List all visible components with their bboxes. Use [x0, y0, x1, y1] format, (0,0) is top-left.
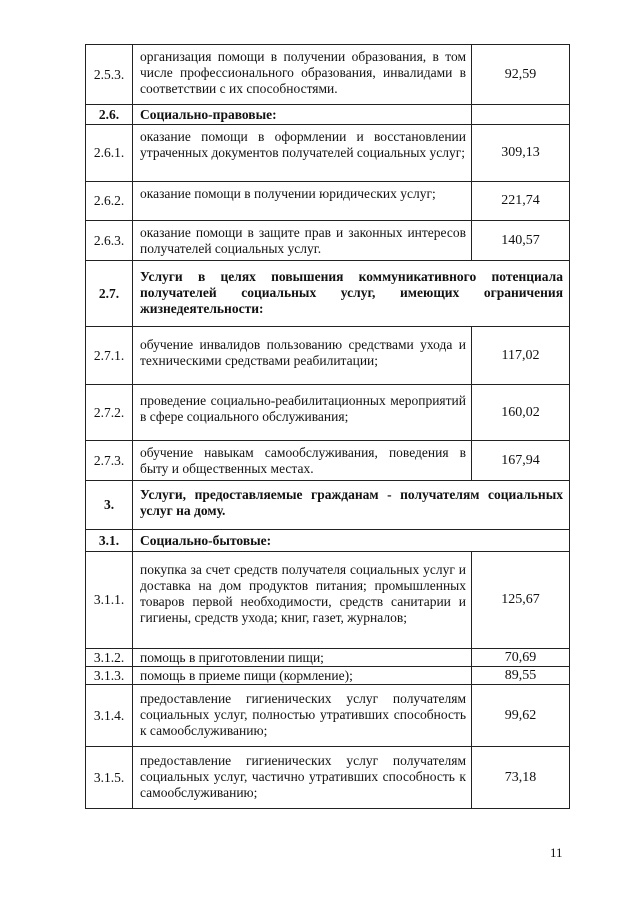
section-row	[86, 530, 570, 552]
table-row	[86, 125, 570, 182]
item-description: обучение навыкам самообслуживания, поведения в быту и общественных местах.	[133, 441, 472, 480]
table-row	[86, 441, 570, 481]
item-description: помощь в приеме пищи (кормление);	[133, 667, 472, 684]
item-description: организация помощи в получении образования, в том числе профессионального образования, инвалидами в соответствии с их способностями.	[133, 45, 472, 104]
item-price: 167,94	[472, 441, 570, 480]
table-row	[86, 45, 570, 105]
item-price: 89,55	[472, 667, 570, 684]
item-number: 3.1.2.	[86, 649, 133, 666]
item-price: 70,69	[472, 649, 570, 666]
item-price: 221,74	[472, 182, 570, 220]
table-row	[86, 385, 570, 441]
item-description: оказание помощи в получении юридических услуг;	[133, 182, 472, 220]
item-number: 3.1.3.	[86, 667, 133, 684]
item-number: 2.7.3.	[86, 441, 133, 480]
item-price: 117,02	[472, 327, 570, 384]
section-title: Социально-правовые:	[133, 105, 472, 124]
section-title: Услуги, предоставляемые гражданам - получателям социальных услуг на дому.	[133, 481, 570, 529]
section-number: 2.6.	[86, 105, 133, 124]
section-row	[86, 481, 570, 530]
table-row	[86, 685, 570, 747]
item-price: 309,13	[472, 125, 570, 181]
item-price: 73,18	[472, 747, 570, 808]
page-number: 11	[550, 845, 563, 860]
item-description: обучение инвалидов пользованию средствами ухода и техническими средствами реабилитации;	[133, 327, 472, 384]
item-number: 2.7.1.	[86, 327, 133, 384]
table-row	[86, 747, 570, 809]
item-price: 160,02	[472, 385, 570, 440]
item-number: 2.6.3.	[86, 221, 133, 260]
item-price: 99,62	[472, 685, 570, 746]
section-title: Услуги в целях повышения коммуникативного потенциала получателей социальных услуг, имеющих ограничения жизнедеятельности:	[133, 261, 570, 326]
item-description: помощь в приготовлении пищи;	[133, 649, 472, 666]
section-row	[86, 261, 570, 327]
item-price	[472, 105, 570, 124]
section-title: Социально-бытовые:	[133, 530, 570, 551]
item-number: 2.7.2.	[86, 385, 133, 440]
table-row	[86, 667, 570, 685]
item-description: оказание помощи в защите прав и законных интересов получателей социальных услуг.	[133, 221, 472, 260]
section-number: 3.	[86, 481, 133, 529]
item-price: 92,59	[472, 45, 570, 104]
item-price: 125,67	[472, 552, 570, 648]
table-row	[86, 221, 570, 261]
table-row	[86, 649, 570, 667]
table-row	[86, 182, 570, 221]
item-number: 2.5.3.	[86, 45, 133, 104]
item-number: 2.6.1.	[86, 125, 133, 181]
section-row	[86, 105, 570, 125]
section-number: 2.7.	[86, 261, 133, 326]
item-description: покупка за счет средств получателя социальных услуг и доставка на дом продуктов питания; промышленных товаров первой необходимости, средств санитарии и гигиены, средств ухода; книг, газет, журналов;	[133, 552, 472, 648]
item-description: предоставление гигиенических услуг получателям социальных услуг, частично утративших способность к самообслуживанию;	[133, 747, 472, 808]
item-number: 3.1.1.	[86, 552, 133, 648]
section-number: 3.1.	[86, 530, 133, 551]
table-row	[86, 327, 570, 385]
services-tariff-table	[85, 44, 570, 809]
item-number: 3.1.5.	[86, 747, 133, 808]
item-number: 3.1.4.	[86, 685, 133, 746]
table-row	[86, 552, 570, 649]
item-number: 2.6.2.	[86, 182, 133, 220]
item-price: 140,57	[472, 221, 570, 260]
item-description: предоставление гигиенических услуг получателям социальных услуг, полностью утративших способность к самообслуживанию;	[133, 685, 472, 746]
item-description: проведение социально-реабилитационных мероприятий в сфере социального обслуживания;	[133, 385, 472, 440]
item-description: оказание помощи в оформлении и восстановлении утраченных документов получателей социальных услуг;	[133, 125, 472, 181]
